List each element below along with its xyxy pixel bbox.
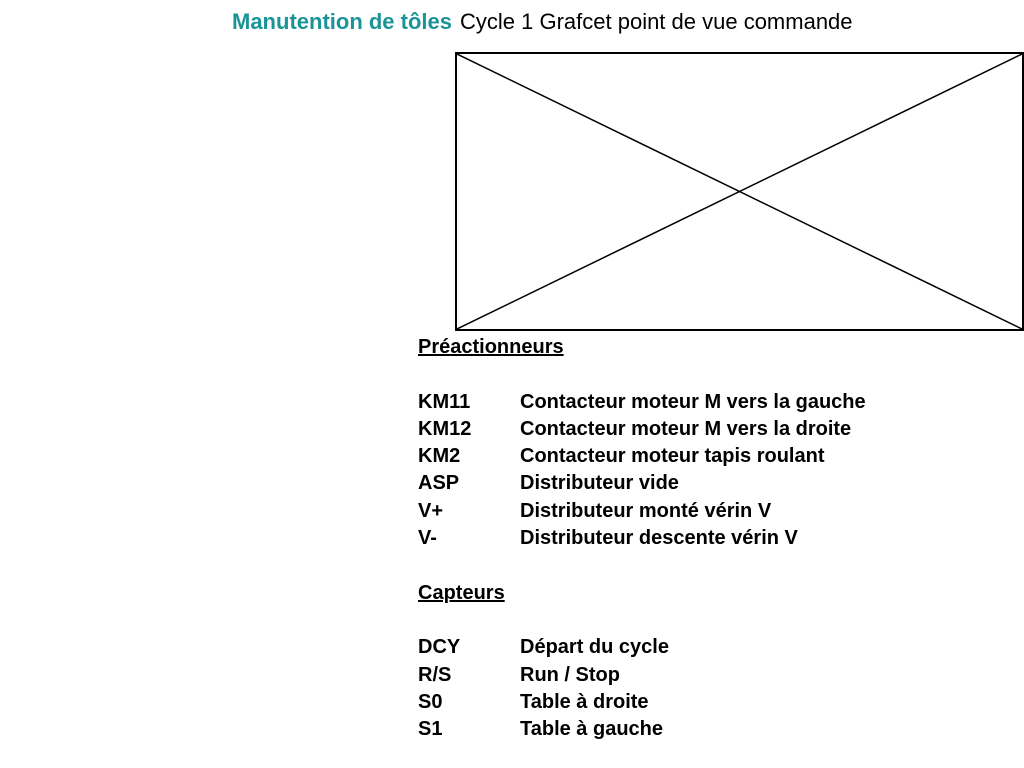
preactionneurs-heading: Préactionneurs <box>418 336 564 358</box>
list-item-km12 <box>418 416 1018 443</box>
item-label: Contacteur moteur M vers la gauche <box>520 390 866 413</box>
item-label: Départ du cycle <box>520 636 669 659</box>
item-code: S0 <box>418 690 443 713</box>
item-label: Distributeur vide <box>520 472 679 495</box>
item-code: S1 <box>418 718 443 741</box>
slide-title <box>232 8 853 36</box>
item-label: Run / Stop <box>520 663 620 686</box>
list-item-asp <box>418 470 1018 497</box>
item-label: Table à droite <box>520 690 649 713</box>
item-label: Contacteur moteur tapis roulant <box>520 445 825 468</box>
list-item-v-minus <box>418 525 1018 552</box>
list-item-s0 <box>418 689 1018 716</box>
item-code: DCY <box>418 636 461 659</box>
list-item-dcy <box>418 634 1018 661</box>
item-code: V+ <box>418 499 444 522</box>
legend-spacer <box>418 552 1018 579</box>
legend-spacer <box>418 607 1018 634</box>
list-item-v-plus <box>418 498 1018 525</box>
item-code: KM12 <box>418 417 472 440</box>
item-label: Contacteur moteur M vers la droite <box>520 417 852 440</box>
item-code: V- <box>418 527 437 550</box>
item-label: Distributeur monté vérin V <box>520 499 772 522</box>
crossed-box-icon <box>457 54 1022 329</box>
legend-spacer <box>418 361 1018 388</box>
list-item-km11 <box>418 389 1018 416</box>
item-code: ASP <box>418 472 460 495</box>
item-code: R/S <box>418 663 452 686</box>
page-title: Manutention de tôles <box>232 9 452 34</box>
legend-block <box>418 334 1018 743</box>
list-item-s1 <box>418 716 1018 743</box>
item-code: KM11 <box>418 390 471 413</box>
page-subtitle: Cycle 1 Grafcet point de vue commande <box>460 9 853 34</box>
image-placeholder <box>455 52 1024 331</box>
item-label: Distributeur descente vérin V <box>520 527 798 550</box>
list-item-rs <box>418 662 1018 689</box>
item-code: KM2 <box>418 445 461 468</box>
item-label: Table à gauche <box>520 718 664 741</box>
list-item-km2 <box>418 443 1018 470</box>
capteurs-heading: Capteurs <box>418 581 505 604</box>
